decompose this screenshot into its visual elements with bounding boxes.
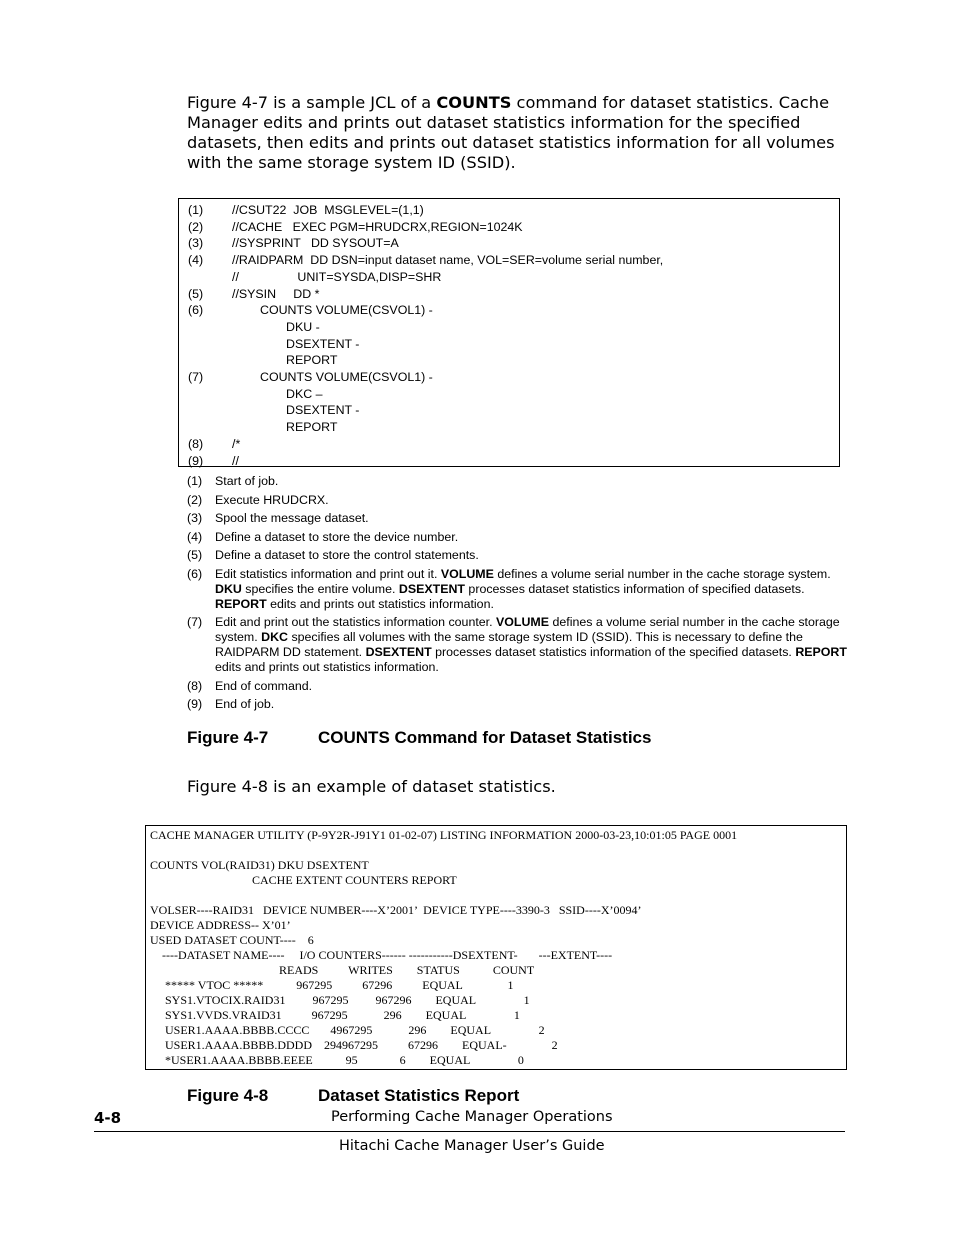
- jcl-line-text: REPORT: [286, 353, 338, 368]
- note-text: defines a volume serial number in the cache storage system.: [215, 615, 840, 644]
- jcl-line-text: //RAIDPARM DD DSN=input dataset name, VOL=SER=volume serial number,: [232, 253, 664, 268]
- report-line: VOLSER----RAID31 DEVICE NUMBER----X’2001’ DEVICE TYPE----3390-3 SSID----X’0094’: [150, 903, 642, 917]
- jcl-line-text: //CACHE EXEC PGM=HRUDCRX,REGION=1024K: [232, 219, 523, 234]
- jcl-line: [179, 419, 839, 436]
- note-text: edits and prints out statistics information.: [266, 596, 494, 611]
- figure-4-8-number: Figure 4-8: [187, 1086, 269, 1105]
- report-line: *USER1.AAAA.BBBB.EEEE 95 6 EQUAL 0: [150, 1053, 524, 1067]
- jcl-line: [179, 269, 839, 286]
- jcl-line-number: (3): [188, 236, 204, 251]
- note-text: edits and prints out statistics information.: [215, 660, 439, 674]
- note-text: specifies the entire volume.: [241, 581, 399, 596]
- note-item: [187, 530, 847, 545]
- intro-text-before: Figure 4-7 is a sample JCL of a: [187, 93, 437, 112]
- second-paragraph: Figure 4-8 is an example of dataset statistics.: [187, 777, 556, 796]
- jcl-line: [179, 352, 839, 369]
- note-number: (8): [187, 678, 203, 693]
- jcl-line: [179, 336, 839, 353]
- note-text: End of command.: [215, 678, 313, 693]
- footer-chapter-title: Performing Cache Manager Operations: [331, 1109, 613, 1125]
- jcl-line: [179, 453, 839, 470]
- report-line: SYS1.VTOCIX.RAID31 967295 967296 EQUAL 1: [150, 993, 530, 1007]
- jcl-line-text: //SYSPRINT DD SYSOUT=A: [232, 236, 399, 251]
- note-text: Spool the message dataset.: [215, 511, 369, 525]
- jcl-line-number: (6): [188, 303, 204, 318]
- report-line: USER1.AAAA.BBBB.DDDD 294967295 67296 EQUAL- 2: [150, 1038, 558, 1052]
- jcl-line: [179, 386, 839, 403]
- intro-paragraph: [187, 93, 837, 173]
- jcl-line-text: DKC –: [286, 386, 323, 401]
- jcl-line-text: REPORT: [286, 420, 338, 435]
- jcl-line-number: (9): [188, 453, 204, 468]
- note-number: (6): [187, 566, 203, 581]
- jcl-line-text: COUNTS VOLUME(CSVOL1) -: [260, 303, 433, 318]
- jcl-line-text: //: [232, 453, 239, 468]
- jcl-listing-box: [178, 198, 840, 467]
- jcl-line: [179, 286, 839, 303]
- jcl-line-text: DKU -: [286, 319, 320, 334]
- report-line: USER1.AAAA.BBBB.CCCC 4967295 296 EQUAL 2: [150, 1023, 545, 1037]
- note-text: processes dataset statistics information of specified datasets.: [464, 581, 805, 596]
- jcl-line-number: (4): [188, 253, 204, 268]
- figure-4-8-title: Dataset Statistics Report: [318, 1086, 520, 1105]
- note-item: [187, 679, 847, 694]
- note-text: Define a dataset to store the control statements.: [215, 548, 479, 562]
- note-item: [187, 474, 847, 489]
- jcl-line-number: (2): [188, 219, 204, 234]
- note-number: (7): [187, 615, 203, 629]
- jcl-line-number: (7): [188, 370, 204, 384]
- jcl-line-text: DSEXTENT -: [286, 403, 360, 418]
- report-line: USED DATASET COUNT---- 6: [150, 933, 314, 947]
- note-keyword: VOLUME: [440, 566, 494, 581]
- note-keyword: DKC: [261, 630, 288, 644]
- note-text: Edit statistics information and print out it.: [215, 566, 441, 581]
- report-line: DEVICE ADDRESS-- X’01’: [150, 918, 291, 932]
- jcl-line-text: //CSUT22 JOB MSGLEVEL=(1,1): [232, 203, 424, 217]
- note-number: (9): [187, 697, 203, 711]
- jcl-notes-list: [187, 474, 847, 716]
- note-text: specifies all volumes with the same storage system ID (SSID). This is necessary to define the RAIDPARM DD statement.: [215, 630, 803, 659]
- footer-guide-title: Hitachi Cache Manager User’s Guide: [339, 1138, 605, 1154]
- figure-4-7-title: COUNTS Command for Dataset Statistics: [318, 728, 652, 747]
- note-text: Edit and print out the statistics information counter.: [215, 615, 497, 629]
- note-item: [187, 548, 847, 563]
- jcl-line-text: COUNTS VOLUME(CSVOL1) -: [260, 370, 433, 384]
- jcl-line-text: //SYSIN DD *: [232, 286, 320, 301]
- note-item: [187, 567, 847, 612]
- jcl-line: [179, 319, 839, 336]
- intro-text-after: command for dataset statistics. Cache Manager edits and prints out dataset statistics information for the specified datasets, then edits and prints out dataset statistics information for all volumes with the same storage system ID (SSID).: [187, 93, 835, 172]
- jcl-line: [179, 436, 839, 453]
- jcl-line-number: (8): [188, 436, 204, 451]
- jcl-line-text: /*: [232, 436, 241, 451]
- intro-command-name: COUNTS: [436, 93, 512, 112]
- note-keyword: DKU: [215, 581, 242, 596]
- note-item: [187, 511, 847, 526]
- statistics-report-box: [145, 825, 847, 1070]
- note-keyword: REPORT: [215, 596, 267, 611]
- note-text: Execute HRUDCRX.: [215, 492, 329, 507]
- note-number: (2): [187, 492, 203, 507]
- report-line: READS WRITES STATUS COUNT: [150, 963, 535, 977]
- jcl-line-text: DSEXTENT -: [286, 336, 360, 351]
- report-line: CACHE EXTENT COUNTERS REPORT: [150, 873, 457, 887]
- note-number: (1): [187, 474, 203, 488]
- note-text: Define a dataset to store the device number.: [215, 529, 459, 544]
- note-text: processes dataset statistics information of the specified datasets.: [431, 645, 796, 659]
- jcl-line: [179, 252, 839, 269]
- note-item: [187, 493, 847, 508]
- note-item: [187, 697, 847, 712]
- note-text: defines a volume serial number in the cache storage system.: [493, 566, 831, 581]
- note-text: End of job.: [215, 697, 275, 711]
- report-line: COUNTS VOL(RAID31) DKU DSEXTENT: [150, 858, 369, 872]
- footer-page-number: 4-8: [94, 1109, 122, 1127]
- note-item: [187, 615, 847, 675]
- note-keyword: REPORT: [795, 645, 847, 659]
- jcl-line: [179, 219, 839, 236]
- jcl-line-number: (1): [188, 203, 204, 217]
- jcl-line: [179, 402, 839, 419]
- note-keyword: DSEXTENT: [398, 581, 465, 596]
- jcl-line: [179, 202, 839, 219]
- note-number: (3): [187, 511, 203, 525]
- report-line: CACHE MANAGER UTILITY (P-9Y2R-J91Y1 01-02-07) LISTING INFORMATION 2000-03-23,10:01:05 PAGE 0001: [150, 828, 738, 842]
- figure-4-7-number: Figure 4-7: [187, 728, 269, 747]
- jcl-line-text: // UNIT=SYSDA,DISP=SHR: [232, 269, 442, 284]
- footer-divider: [94, 1131, 845, 1132]
- note-keyword: DSEXTENT: [365, 645, 432, 659]
- note-keyword: VOLUME: [496, 615, 550, 629]
- report-line: ***** VTOC ***** 967295 67296 EQUAL 1: [150, 978, 514, 992]
- jcl-line: [179, 302, 839, 319]
- note-number: (5): [187, 548, 203, 562]
- jcl-line: [179, 235, 839, 252]
- jcl-line-number: (5): [188, 286, 204, 301]
- note-number: (4): [187, 529, 203, 544]
- jcl-line: [179, 369, 839, 386]
- report-line: SYS1.VVDS.VRAID31 967295 296 EQUAL 1: [150, 1008, 520, 1022]
- note-text: Start of job.: [215, 474, 279, 488]
- report-line: ----DATASET NAME---- I/O COUNTERS------ -----------DSEXTENT- ---EXTENT----: [150, 948, 613, 962]
